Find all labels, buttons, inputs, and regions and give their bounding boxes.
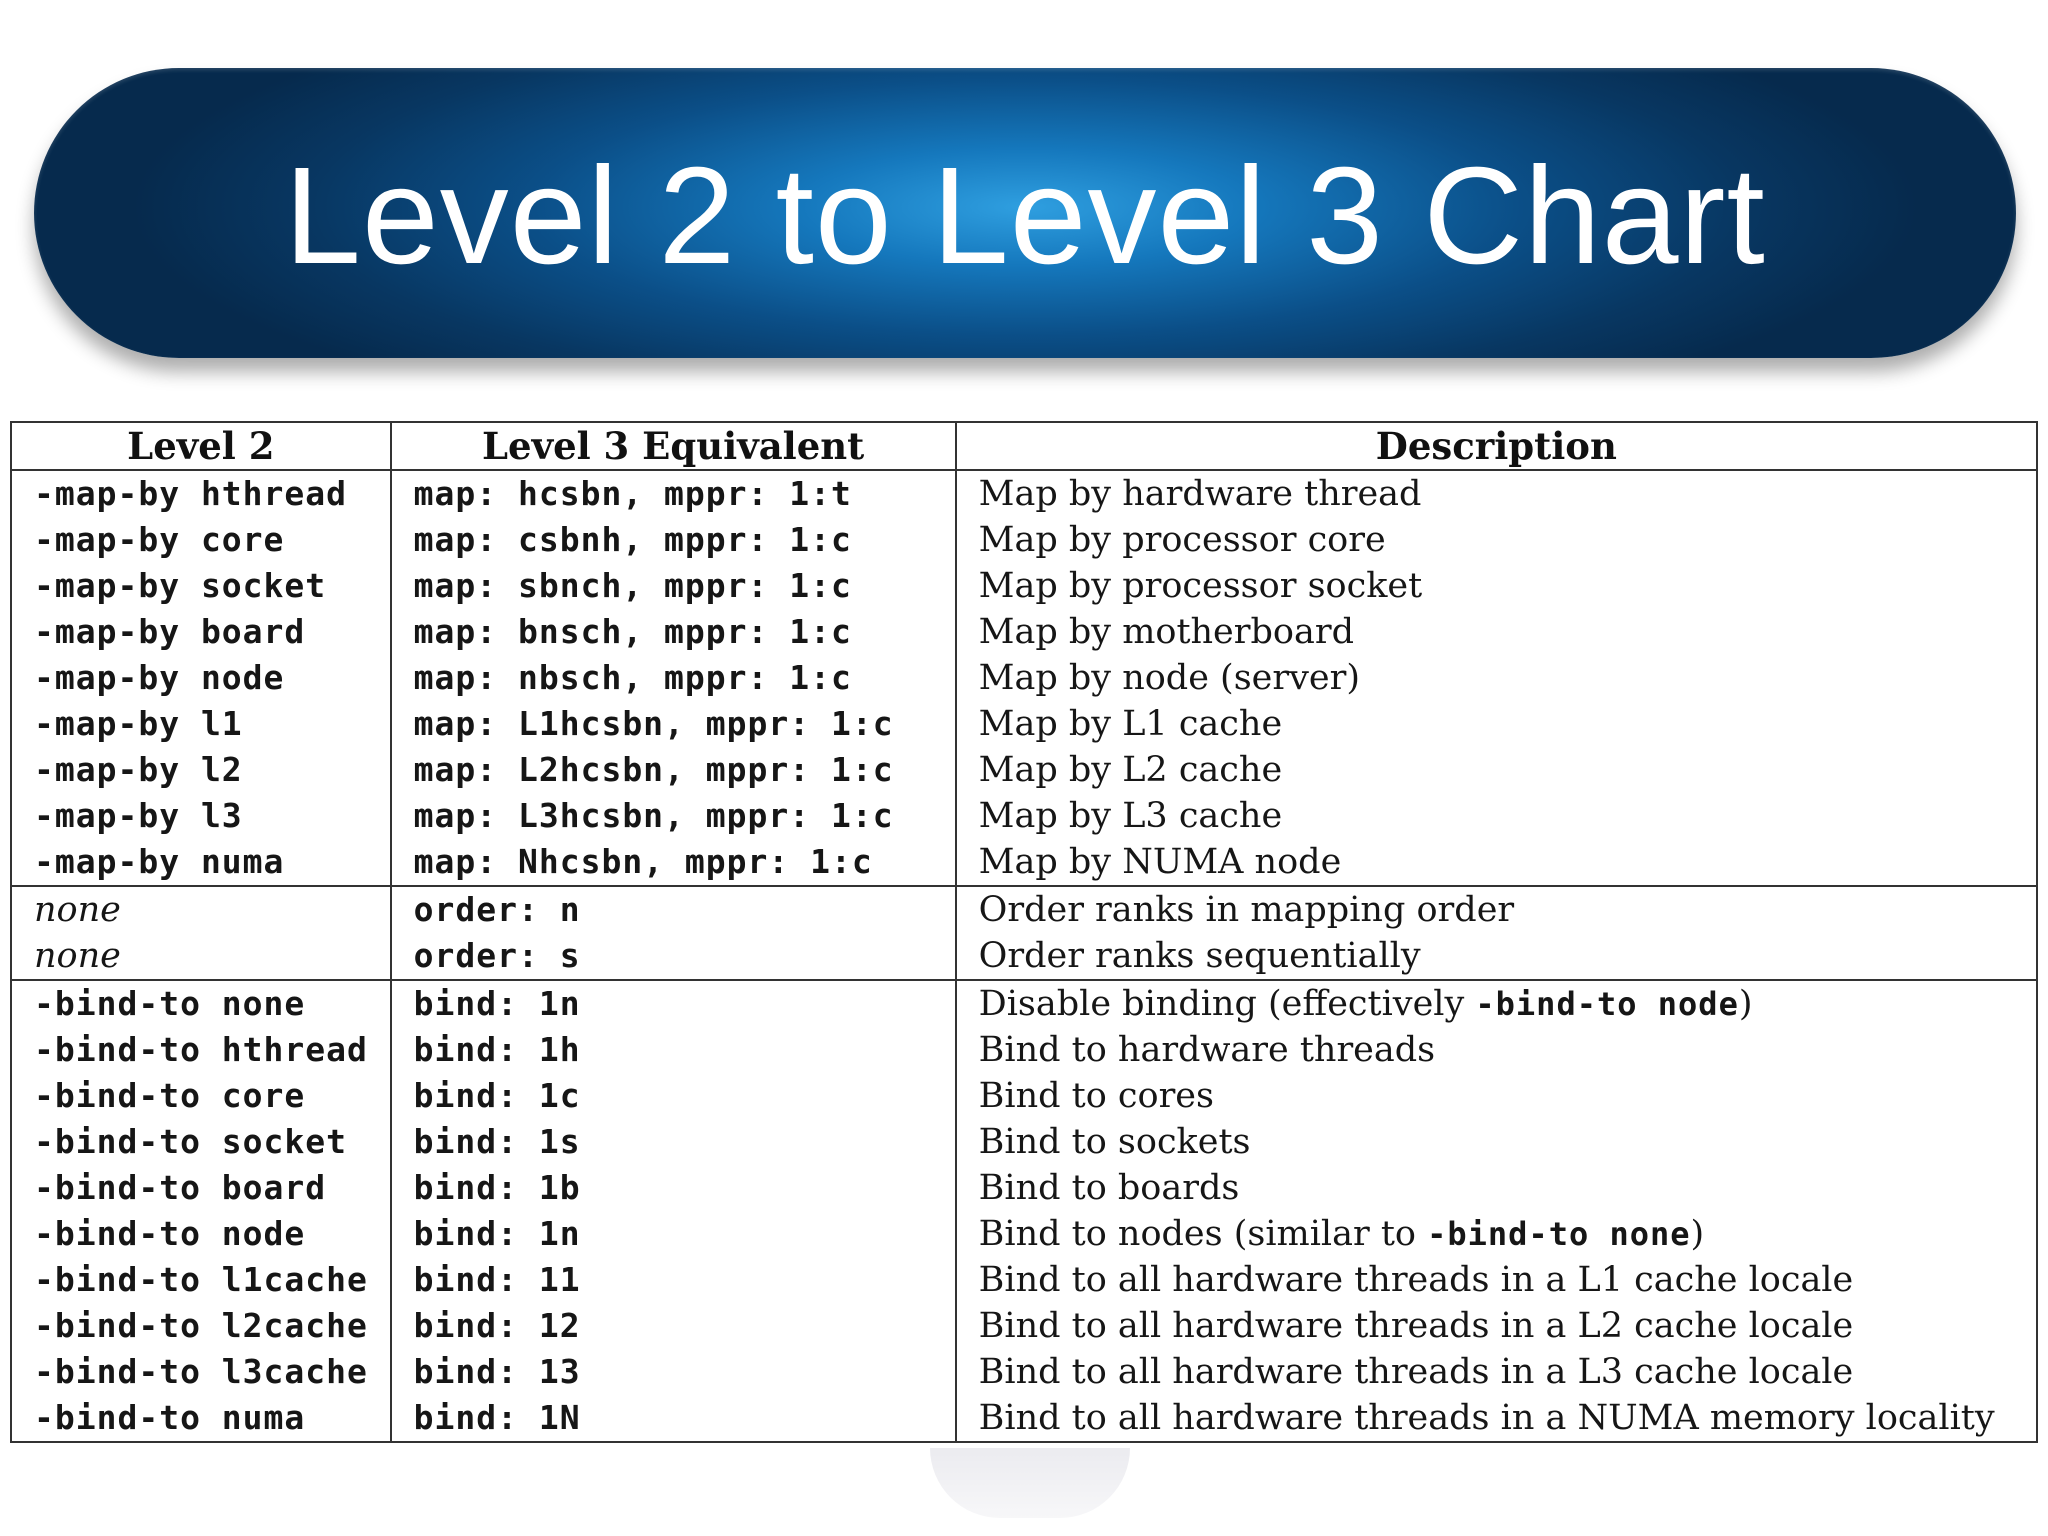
description-cell: Map by L3 cache: [956, 793, 2037, 839]
level2-cell: -bind-to numa: [11, 1395, 391, 1442]
level3-cell: bind: 1s: [391, 1119, 956, 1165]
level2-cell: -bind-to l1cache: [11, 1257, 391, 1303]
level3-cell: bind: 1n: [391, 980, 956, 1027]
level3-cell: bind: 11: [391, 1257, 956, 1303]
description-cell: Order ranks sequentially: [956, 933, 2037, 980]
description-cell: Bind to all hardware threads in a NUMA memory locality: [956, 1395, 2037, 1442]
description-cell: Map by processor socket: [956, 563, 2037, 609]
level2-cell: -map-by l1: [11, 701, 391, 747]
header-level-2: Level 2: [11, 422, 391, 470]
slide-title: Level 2 to Level 3 Chart: [284, 138, 1766, 293]
level3-cell: map: L1hcsbn, mppr: 1:c: [391, 701, 956, 747]
level3-cell: map: bnsch, mppr: 1:c: [391, 609, 956, 655]
level3-cell: map: Nhcsbn, mppr: 1:c: [391, 839, 956, 886]
level3-cell: order: n: [391, 886, 956, 933]
table-row: [11, 793, 2037, 839]
description-text: Disable binding (effectively: [978, 984, 1476, 1024]
description-cell: Bind to all hardware threads in a L1 cache locale: [956, 1257, 2037, 1303]
level2-cell: -bind-to node: [11, 1211, 391, 1257]
description-cell: Bind to all hardware threads in a L2 cache locale: [956, 1303, 2037, 1349]
description-cell: [956, 1211, 2037, 1257]
level3-cell: bind: 1b: [391, 1165, 956, 1211]
level3-cell: map: nbsch, mppr: 1:c: [391, 655, 956, 701]
level2-cell: -map-by l3: [11, 793, 391, 839]
table-row: [11, 655, 2037, 701]
table-row: [11, 1073, 2037, 1119]
description-text: Bind to nodes (similar to: [978, 1214, 1428, 1254]
description-cell: Map by node (server): [956, 655, 2037, 701]
level2-cell: -map-by l2: [11, 747, 391, 793]
level2-cell: -map-by numa: [11, 839, 391, 886]
level3-cell: bind: 1N: [391, 1395, 956, 1442]
description-cell: Map by hardware thread: [956, 470, 2037, 517]
table-row: [11, 886, 2037, 933]
description-cell: Bind to cores: [956, 1073, 2037, 1119]
level3-cell: map: L3hcsbn, mppr: 1:c: [391, 793, 956, 839]
level3-cell: bind: 1c: [391, 1073, 956, 1119]
level3-cell: bind: 1h: [391, 1027, 956, 1073]
header-description: Description: [956, 422, 2037, 470]
level3-cell: map: hcsbn, mppr: 1:t: [391, 470, 956, 517]
table-row: [11, 517, 2037, 563]
level2-cell: -bind-to board: [11, 1165, 391, 1211]
level2-cell: none: [11, 886, 391, 933]
level2-cell: -bind-to socket: [11, 1119, 391, 1165]
table-row: [11, 1349, 2037, 1395]
banner-reflection: [930, 1448, 1130, 1518]
level3-cell: map: L2hcsbn, mppr: 1:c: [391, 747, 956, 793]
level2-cell: -map-by board: [11, 609, 391, 655]
table-row: [11, 1257, 2037, 1303]
description-cell: [956, 980, 2037, 1027]
level2-cell: -map-by core: [11, 517, 391, 563]
table-row: [11, 1165, 2037, 1211]
table-row: [11, 1303, 2037, 1349]
mapping-chart-table: [10, 421, 2038, 1443]
level2-cell: -bind-to hthread: [11, 1027, 391, 1073]
description-cell: Map by NUMA node: [956, 839, 2037, 886]
level3-cell: map: csbnh, mppr: 1:c: [391, 517, 956, 563]
description-code: -bind-to node: [1475, 985, 1739, 1023]
level2-cell: -bind-to l2cache: [11, 1303, 391, 1349]
table-row: [11, 747, 2037, 793]
description-cell: Map by motherboard: [956, 609, 2037, 655]
description-cell: Bind to boards: [956, 1165, 2037, 1211]
header-row: [11, 422, 2037, 470]
description-cell: Map by L1 cache: [956, 701, 2037, 747]
table-row: [11, 609, 2037, 655]
table-row: [11, 839, 2037, 886]
description-text: ): [1738, 984, 1753, 1024]
table-row: [11, 1211, 2037, 1257]
description-cell: Bind to all hardware threads in a L3 cache locale: [956, 1349, 2037, 1395]
description-text: ): [1690, 1214, 1705, 1254]
level3-cell: bind: 12: [391, 1303, 956, 1349]
table-row: [11, 1119, 2037, 1165]
table-row: [11, 1395, 2037, 1442]
table-row: [11, 1027, 2037, 1073]
level2-cell: -map-by node: [11, 655, 391, 701]
level2-cell: -map-by hthread: [11, 470, 391, 517]
level2-cell: -bind-to none: [11, 980, 391, 1027]
level2-cell: none: [11, 933, 391, 980]
table-row: [11, 933, 2037, 980]
description-cell: Bind to sockets: [956, 1119, 2037, 1165]
description-cell: Map by L2 cache: [956, 747, 2037, 793]
level2-cell: -map-by socket: [11, 563, 391, 609]
description-cell: Order ranks in mapping order: [956, 886, 2037, 933]
table-row: [11, 980, 2037, 1027]
table-row: [11, 470, 2037, 517]
level2-cell: -bind-to core: [11, 1073, 391, 1119]
level3-cell: bind: 1n: [391, 1211, 956, 1257]
header-level-3-equivalent: Level 3 Equivalent: [391, 422, 956, 470]
level3-cell: map: sbnch, mppr: 1:c: [391, 563, 956, 609]
description-cell: Map by processor core: [956, 517, 2037, 563]
table-row: [11, 701, 2037, 747]
table-row: [11, 563, 2037, 609]
description-code: -bind-to none: [1427, 1215, 1691, 1253]
level3-cell: order: s: [391, 933, 956, 980]
level2-cell: -bind-to l3cache: [11, 1349, 391, 1395]
level3-cell: bind: 13: [391, 1349, 956, 1395]
description-cell: Bind to hardware threads: [956, 1027, 2037, 1073]
title-banner: [34, 68, 2016, 358]
